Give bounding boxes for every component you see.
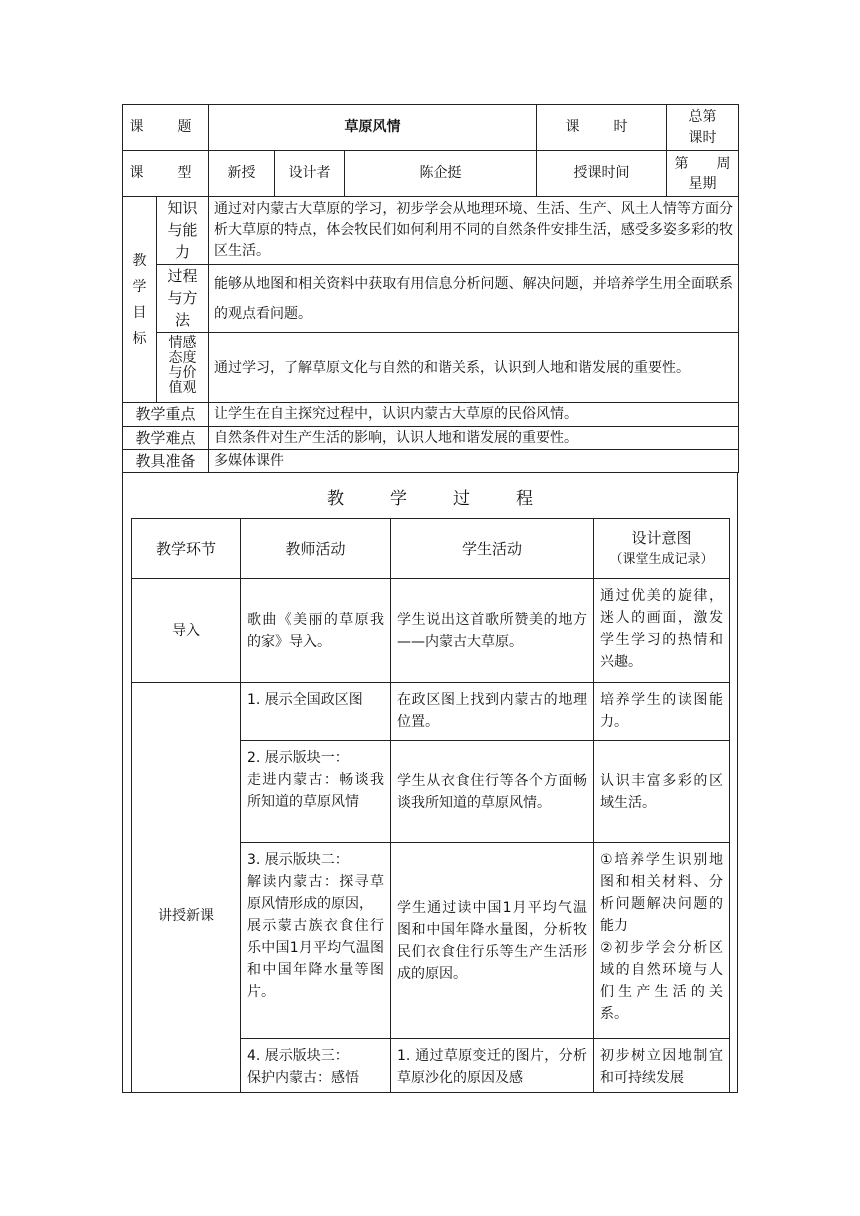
intro-student: 学生说出这首歌所赞美的地方——内蒙古大草原。 — [391, 579, 594, 683]
focus-table — [122, 402, 739, 473]
lecture-student-1: 在政区图上找到内蒙古的地理位置。 — [391, 683, 594, 741]
lecture-intent-2: 认识丰富多彩的区域生活。 — [594, 741, 730, 843]
key-points-text: 让学生在自主探究过程中，认识内蒙古大草原的民俗风情。 — [209, 403, 739, 427]
objective-label-text: 知识与能力 — [167, 199, 198, 261]
process-title: 教学过程 — [327, 489, 579, 509]
objectives-label — [123, 197, 157, 403]
period-value: 总第 课时 — [667, 105, 739, 151]
header-stage: 教学环节 — [132, 519, 241, 579]
page-bottom-rule — [122, 1092, 738, 1093]
materials-text: 多媒体课件 — [209, 450, 739, 473]
period-label: 课 时 — [537, 105, 667, 151]
type-label: 课 型 — [123, 151, 209, 197]
lecture-student-3: 学生通过读中国1月平均气温图和中国年降水量图，分析牧民们衣食住行乐等生产生活形成的原因。 — [391, 843, 594, 1039]
header-intent — [594, 519, 730, 579]
difficulties-text: 自然条件对生产生活的影响，认识人地和谐发展的重要性。 — [209, 427, 739, 450]
objective-text-emotion: 通过学习，了解草原文化与自然的和谐关系，认识到人地和谐发展的重要性。 — [209, 333, 739, 403]
designer-value: 陈企挺 — [345, 151, 537, 197]
lecture-intent-3: ①培养学生识别地图和相关材料、分析问题解决问题的能力 ②初步学会分析区域的自然环境与人们生产生活的关系。 — [594, 843, 730, 1039]
header-intent-sub: （课堂生成记录） — [609, 551, 714, 567]
lecture-teacher-2: 2. 展示版块一： 走进内蒙古：畅谈我所知道的草原风情 — [241, 741, 391, 843]
lesson-info-table — [122, 104, 739, 197]
objective-label-process — [157, 265, 209, 333]
header-intent-main: 设计意图 — [631, 528, 692, 547]
lecture-intent-4: 初步树立因地制宜和可持续发展 — [594, 1039, 730, 1094]
objectives-label-text: 教学目标 — [132, 252, 147, 347]
intro-intent: 通过优美的旋律，迷人的画面，激发学生学习的热情和兴趣。 — [594, 579, 730, 683]
topic-label: 课 题 — [123, 105, 209, 151]
process-table — [131, 518, 730, 1093]
lecture-student-4: 1. 通过草原变迁的图片，分析草原沙化的原因及感 — [391, 1039, 594, 1094]
header-teacher: 教师活动 — [241, 519, 391, 579]
objectives-table — [122, 196, 739, 403]
objective-label-text: 过程与方法 — [167, 267, 198, 329]
key-points-label: 教学重点 — [123, 403, 209, 427]
time-label: 授课时间 — [537, 151, 667, 197]
header-student: 学生活动 — [391, 519, 594, 579]
intro-teacher: 歌曲《美丽的草原我的家》导入。 — [241, 579, 391, 683]
lecture-teacher-4: 4. 展示版块三： 保护内蒙古：感悟 — [241, 1039, 391, 1094]
objective-label-text: 情感态度与价值观 — [168, 335, 197, 396]
materials-label: 教具准备 — [123, 450, 209, 473]
objective-label-knowledge — [157, 197, 209, 265]
type-value: 新授 — [209, 151, 275, 197]
topic-value: 草原风情 — [209, 105, 537, 151]
lecture-intent-1: 培养学生的读图能力。 — [594, 683, 730, 741]
lecture-student-2: 学生从衣食住行等各个方面畅谈我所知道的草原风情。 — [391, 741, 594, 843]
intro-stage: 导入 — [132, 579, 241, 683]
lecture-teacher-1: 1. 展示全国政区图 — [241, 683, 391, 741]
difficulties-label: 教学难点 — [123, 427, 209, 450]
time-value: 第 周 星期 — [667, 151, 739, 197]
objective-text-process: 能够从地图和相关资料中获取有用信息分析问题、解决问题，并培养学生用全面联系的观点看问题。 — [209, 265, 739, 333]
objective-text-knowledge: 通过对内蒙古大草原的学习，初步学会从地理环境、生活、生产、风土人情等方面分析大草原的特点，体会牧民们如何利用不同的自然条件安排生活，感受多姿多彩的牧区生活。 — [209, 197, 739, 265]
lecture-teacher-3: 3. 展示版块二： 解读内蒙古：探寻草原风情形成的原因， 展示蒙古族衣食住行乐中国1月平均气温图和中国年降水量等图片。 — [241, 843, 391, 1039]
lecture-stage: 讲授新课 — [132, 683, 241, 1094]
objective-label-emotion — [157, 333, 209, 403]
designer-label: 设计者 — [275, 151, 345, 197]
